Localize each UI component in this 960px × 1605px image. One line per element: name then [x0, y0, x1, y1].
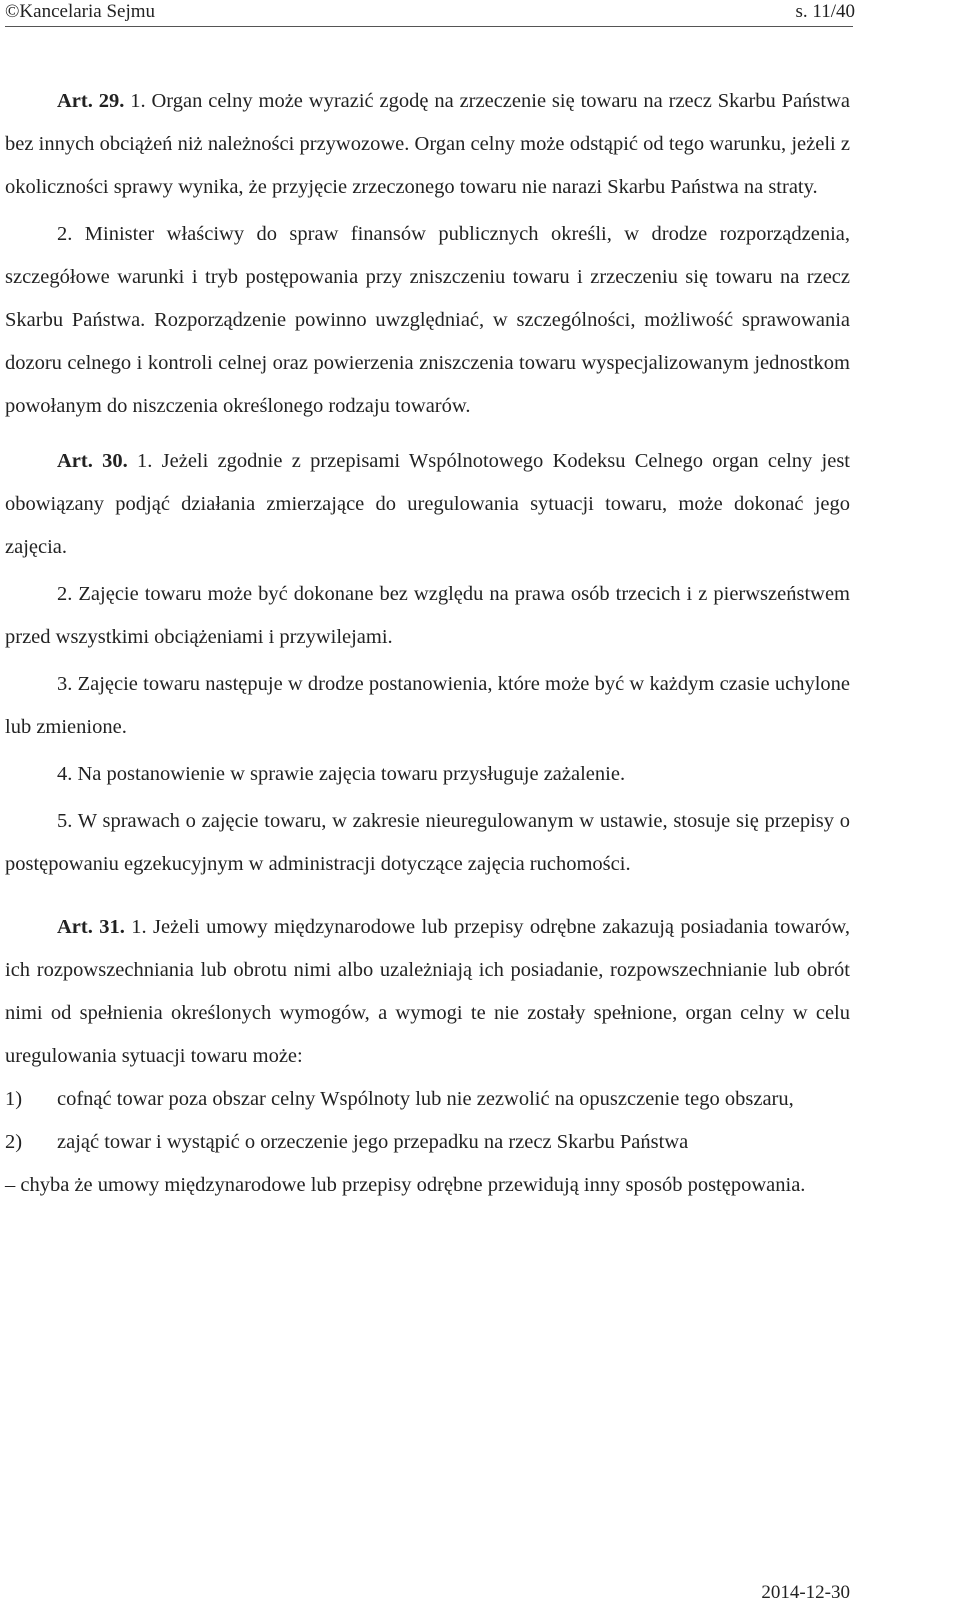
page-header: [0, 0, 960, 26]
art29-para1: [5, 80, 850, 209]
art30-para3: 3. Zajęcie towaru następuje w drodze postanowienia, które może być w każdym czasie uchylone lub zmienione.: [5, 673, 850, 738]
page-number: s. 11/40: [795, 1, 855, 22]
art30-para1-text: 1. Jeżeli zgodnie z przepisami Wspólnotowego Kodeksu Celnego organ celny jest obowiązany podjąć działania zmierzające do uregulowania sytuacji towaru, może dokonać jego zajęcia.: [5, 450, 850, 558]
art31-para1: [5, 906, 850, 1078]
list-item-number: 1): [5, 1088, 23, 1110]
art30-para2: 2. Zajęcie towaru może być dokonane bez względu na prawa osób trzecich i z pierwszeństwem przed wszystkimi obciążeniami i przywilejami.: [5, 583, 850, 648]
copyright-label: ©Kancelaria Sejmu: [5, 1, 156, 22]
list-item-text: zająć towar i wystąpić o orzeczenie jego przepadku na rzecz Skarbu Państwa: [57, 1131, 689, 1153]
art29-para2: 2. Minister właściwy do spraw finansów publicznych określi, w drodze rozporządzenia, szczegółowe warunki i tryb postępowania przy zniszczeniu towaru i zrzeczeniu się towaru na rzecz Skarbu Państwa. Rozporządzenie powinno uwzględniać, w szczególności, możliwość sprawowania dozoru celnego i kontroli celnej oraz powierzenia zniszczenia towaru wyspecjalizowanym jednostkom powołanym do niszczenia określonego rodzaju towarów.: [5, 223, 850, 417]
document-body: [5, 80, 850, 1207]
art31-label: Art. 31.: [57, 916, 125, 938]
art31-closing: – chyba że umowy międzynarodowe lub przepisy odrębne przewidują inny sposób postępowania.: [5, 1174, 806, 1196]
art30-label: Art. 30.: [57, 450, 128, 472]
list-item: [5, 1121, 850, 1164]
art31-para1-text: 1. Jeżeli umowy międzynarodowe lub przepisy odrębne zakazują posiadania towarów, ich rozpowszechniania lub obrotu nimi albo uzależniają ich posiadanie, rozpowszechnianie lub obrót nimi od spełnienia określonych wymogów, a wymogi te nie zostały spełnione, organ celny w celu uregulowania sytuacji towaru może:: [5, 916, 850, 1067]
footer-date: 2014-12-30: [761, 1582, 850, 1603]
list-item-text: cofnąć towar poza obszar celny Wspólnoty lub nie zezwolić na opuszczenie tego obszaru,: [57, 1088, 794, 1110]
art29-label: Art. 29.: [57, 90, 125, 112]
art30-para4: 4. Na postanowienie w sprawie zajęcia towaru przysługuje zażalenie.: [57, 763, 626, 785]
art30-para1: [5, 440, 850, 569]
list-item: [5, 1078, 850, 1121]
header-divider: [5, 26, 853, 27]
art29-para1-text: 1. Organ celny może wyrazić zgodę na zrzeczenie się towaru na rzecz Skarbu Państwa bez innych obciążeń niż należności przywozowe. Organ celny może odstąpić od tego warunku, jeżeli z okoliczności sprawy wynika, że przyjęcie zrzeczonego towaru nie narazi Skarbu Państwa na straty.: [5, 90, 850, 198]
list-item-number: 2): [5, 1131, 23, 1153]
art30-para5: 5. W sprawach o zajęcie towaru, w zakresie nieuregulowanym w ustawie, stosuje się przepisy o postępowaniu egzekucyjnym w administracji dotyczące zajęcia ruchomości.: [5, 810, 850, 875]
